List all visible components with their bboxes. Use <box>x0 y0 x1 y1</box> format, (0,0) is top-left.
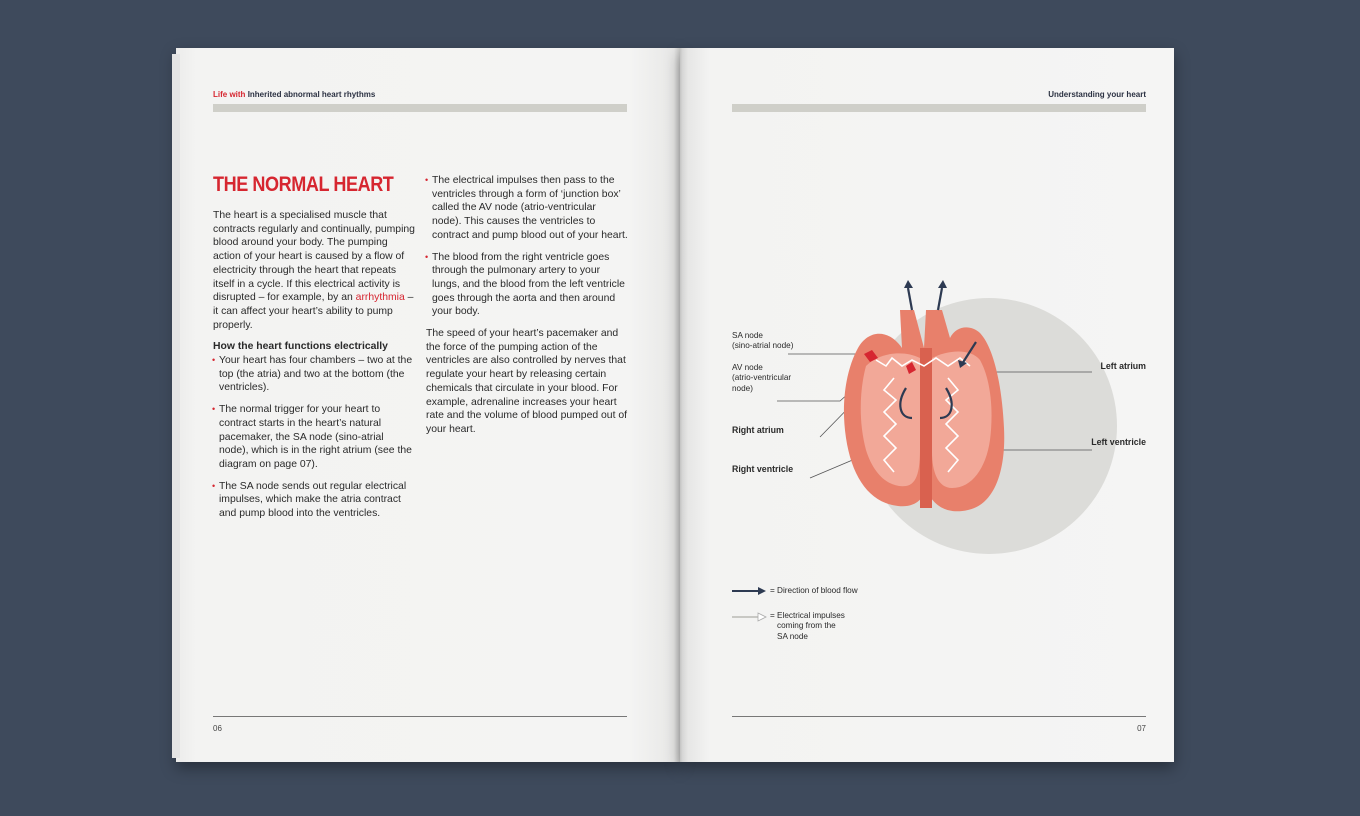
label-sa-node: SA node (sino-atrial node) <box>732 331 794 351</box>
list-item: • The electrical impulses then pass to the ventricles through a form of ‘junction box’ called the AV node (atrio-ventricular node). This causes the ventricles to contract and pump blood out of your heart. <box>426 174 628 243</box>
arrowhead <box>938 280 947 288</box>
running-head-right: Understanding your heart <box>1048 90 1146 99</box>
page-edges <box>172 54 180 758</box>
label-right-atrium: Right atrium <box>732 425 784 435</box>
arrow-right-icon <box>758 587 766 595</box>
arrowhead <box>904 280 913 288</box>
page-number-right: 07 <box>1137 724 1146 733</box>
page-number-left: 06 <box>213 724 222 733</box>
bullet-list-1 <box>213 354 415 521</box>
left-page <box>176 48 680 762</box>
intro-paragraph: The heart is a specialised muscle that contracts regularly and continually, pumping blood around your body. The pumping action of your heart is caused by a flow of electricity through the heart that repeats itself in a cycle. If this electrical activity is disrupted – for example, by an arrhythmia – it can affect your heart’s ability to pump properly. <box>213 210 415 331</box>
running-head-left <box>213 90 375 99</box>
label-av-node: AV node (atrio-ventricular node) <box>732 363 792 393</box>
page-title: THE NORMAL HEART <box>213 173 394 196</box>
legend-blood-flow: = Direction of blood flow <box>770 586 858 595</box>
spine-gutter <box>674 48 688 762</box>
arrhythmia-link[interactable]: arrhythmia <box>355 292 405 304</box>
running-head-accent: Life with <box>213 90 246 99</box>
label-right-ventricle: Right ventricle <box>732 464 794 474</box>
arrow-aorta <box>938 288 942 310</box>
heart-diagram <box>680 48 1174 762</box>
arrow-pulmonary <box>908 288 912 310</box>
legend-electrical-impulses: = Electrical impulses coming from the SA node <box>770 611 845 641</box>
label-left-ventricle: Left ventricle <box>1091 437 1146 447</box>
list-item: • The SA node sends out regular electrical impulses, which make the atria contract and pump blood into the ventricles. <box>213 480 415 521</box>
text-column-1 <box>213 209 415 529</box>
text-column-2 <box>426 174 628 445</box>
booklet-spread <box>176 48 1174 768</box>
bullet-list-2 <box>426 174 628 319</box>
header-bar <box>213 104 627 112</box>
running-head-title: Inherited abnormal heart rhythms <box>247 90 376 99</box>
list-item: • The blood from the right ventricle goes through the pulmonary artery to your lungs, and the blood from the left ventricle goes through the aorta and then around your body. <box>426 251 628 320</box>
list-item: • Your heart has four chambers – two at the top (the atria) and two at the bottom (the ventricles). <box>213 354 415 395</box>
right-page <box>680 48 1174 762</box>
list-item: • The normal trigger for your heart to contract starts in the heart’s natural pacemaker, the SA node (sino-atrial node), which is in the right atrium (see the diagram on page 07). <box>213 403 415 472</box>
label-left-atrium: Left atrium <box>1100 361 1146 371</box>
footer-rule <box>732 716 1146 717</box>
hollow-arrow-icon <box>758 613 766 621</box>
footer-rule <box>213 716 627 717</box>
closing-paragraph: The speed of your heart’s pacemaker and the force of the pumping action of the ventricles are also controlled by nerves that regulate your heart by releasing certain chemicals that circulate in your blood. For example, adrenaline increases your heart rate and the volume of blood pumped out of your heart. <box>426 328 628 435</box>
legend <box>732 587 766 621</box>
subheading: How the heart functions electrically <box>213 341 388 353</box>
